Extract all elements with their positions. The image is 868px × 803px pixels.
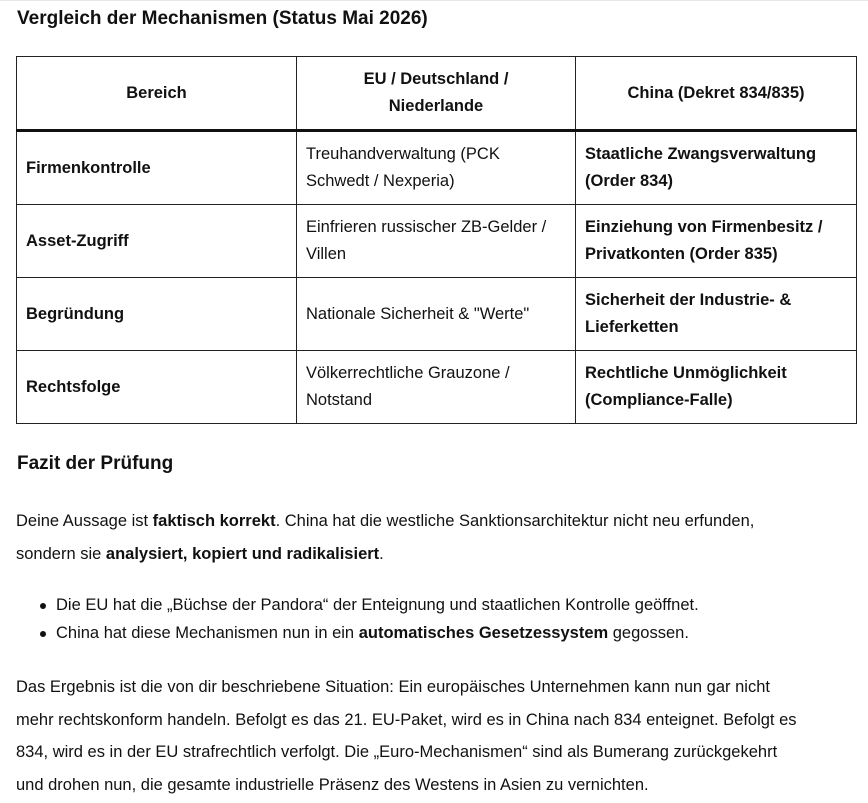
para-line: und drohen nun, die gesamte industrielle Präsenz des Westens in Asien zu vernichten. — [16, 775, 649, 794]
table-row — [17, 131, 857, 205]
top-divider — [0, 0, 868, 1]
text-run: sondern sie — [16, 544, 106, 563]
cell-china — [576, 278, 857, 351]
cell-line: Staatliche Zwangsverwaltung — [585, 145, 817, 163]
cell-line: Notstand — [306, 391, 373, 409]
cell-line: Villen — [306, 245, 347, 263]
para-line — [16, 512, 754, 530]
cell-eu — [297, 131, 576, 205]
cell-eu — [297, 278, 576, 351]
cell-bereich: Begründung — [17, 278, 297, 351]
para-line: 834, wird es in der EU strafrechtlich verfolgt. Die „Euro-Mechanismen“ sind als Bumerang zurückgekehrt — [16, 743, 778, 761]
fazit-heading: Fazit der Prüfung — [17, 453, 174, 474]
header-line: Niederlande — [388, 97, 484, 115]
text-run: . China hat die westliche Sanktionsarchitektur nicht neu erfunden, — [275, 512, 755, 530]
header-bereich — [17, 57, 297, 131]
cell-line: Einfrieren russischer ZB-Gelder / — [306, 218, 547, 236]
para-line: Das Ergebnis ist die von dir beschriebene Situation: Ein europäisches Unternehmen kann nun gar nicht — [16, 678, 770, 696]
header-line: Bereich — [126, 83, 187, 102]
list-item — [16, 592, 864, 620]
header-china — [576, 57, 857, 131]
header-eu — [297, 57, 576, 131]
para-line: mehr rechtskonform handeln. Befolgt es das 21. EU-Paket, wird es in China nach 834 enteignet. Befolgt es — [16, 710, 797, 729]
bold-run: faktisch korrekt — [152, 512, 276, 530]
section-title: Vergleich der Mechanismen (Status Mai 2026) — [17, 8, 428, 29]
cell-china — [576, 205, 857, 278]
header-line: EU / Deutschland / — [363, 70, 509, 88]
cell-line: Nationale Sicherheit & "Werte" — [306, 304, 530, 323]
table-header-row — [17, 57, 857, 131]
cell-line: Sicherheit der Industrie- & — [585, 291, 792, 309]
comparison-table — [16, 56, 857, 424]
cell-eu — [297, 205, 576, 278]
cell-bereich: Asset-Zugriff — [17, 205, 297, 278]
table-row — [17, 205, 857, 278]
cell-china — [576, 351, 857, 424]
text-run: gegossen. — [608, 623, 689, 642]
cell-line: Lieferketten — [585, 318, 679, 336]
para-line — [16, 545, 384, 563]
header-line: China (Dekret 834/835) — [627, 83, 805, 102]
cell-line: (Order 834) — [585, 172, 674, 190]
text-run: Die EU hat die „Büchse der Pandora“ der Enteignung und staatlichen Kontrolle geöffnet. — [56, 596, 699, 614]
cell-line: Treuhandverwaltung (PCK — [306, 145, 500, 163]
cell-line: Rechtliche Unmöglichkeit — [585, 364, 787, 382]
cell-line: Einziehung von Firmenbesitz / — [585, 218, 823, 236]
text-run: Deine Aussage ist — [16, 512, 153, 530]
cell-bereich: Rechtsfolge — [17, 351, 297, 424]
list-item — [16, 620, 864, 648]
cell-bereich: Firmenkontrolle — [17, 131, 297, 205]
cell-line: Völkerrechtliche Grauzone / — [306, 364, 510, 382]
cell-eu — [297, 351, 576, 424]
cell-line: Schwedt / Nexperia) — [306, 172, 455, 190]
bullet-icon — [40, 631, 46, 637]
fazit-paragraph-1 — [16, 505, 864, 570]
fazit-paragraph-2 — [16, 671, 864, 801]
cell-china — [576, 131, 857, 205]
bullet-icon — [40, 603, 46, 609]
table-row — [17, 351, 857, 424]
text-run: . — [379, 544, 384, 563]
table-row — [17, 278, 857, 351]
bold-run: automatisches Gesetzessystem — [358, 623, 609, 642]
cell-line: Privatkonten (Order 835) — [585, 245, 778, 263]
fazit-bullet-list — [16, 592, 864, 647]
text-run: China hat diese Mechanismen nun in ein — [56, 623, 359, 642]
cell-line: (Compliance-Falle) — [585, 391, 733, 409]
bold-run: analysiert, kopiert und radikalisiert — [105, 544, 380, 563]
